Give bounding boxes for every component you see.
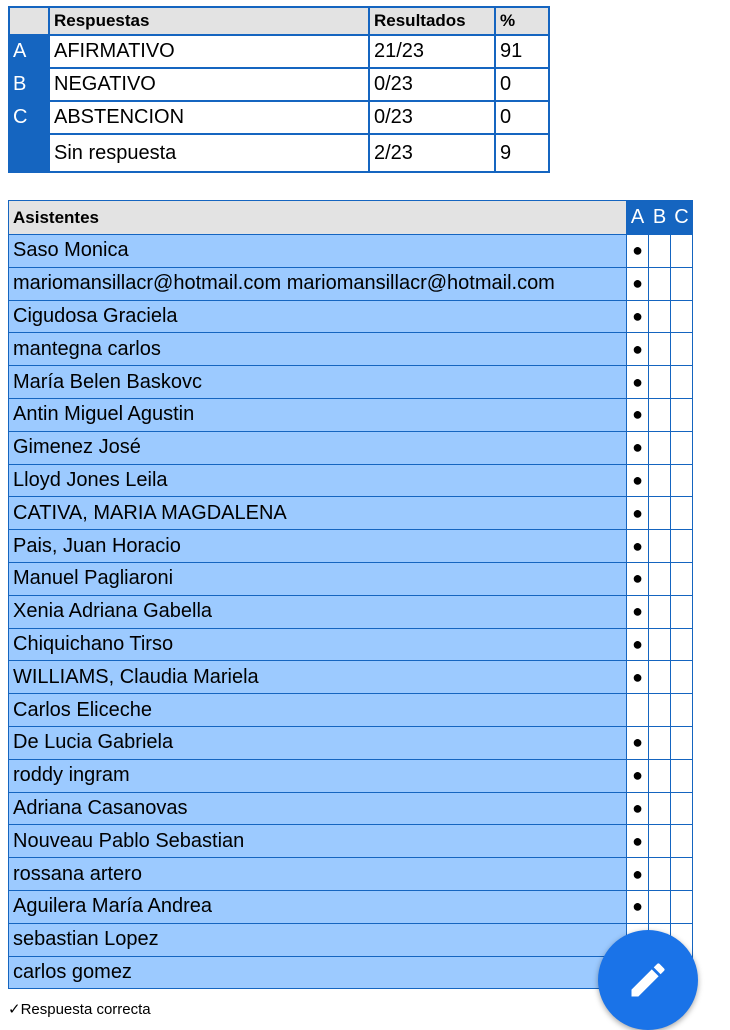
answer-mark-c: [671, 530, 693, 563]
summary-option-result: 0/23: [369, 68, 495, 101]
edit-fab-button[interactable]: [598, 930, 698, 1030]
answer-mark-b: [649, 858, 671, 891]
summary-option-pct: 91: [495, 35, 549, 68]
summary-option-letter: C: [9, 101, 49, 134]
answer-mark-a: ●: [627, 890, 649, 923]
attendees-header: Asistentes: [9, 201, 627, 235]
answer-mark-c: [671, 694, 693, 727]
attendees-table: [8, 200, 693, 989]
answer-mark-a: ●: [627, 464, 649, 497]
answer-mark-c: [671, 792, 693, 825]
answer-mark-a: ●: [627, 300, 649, 333]
attendee-row: [9, 890, 693, 923]
answer-mark-b: [649, 333, 671, 366]
answer-mark-a: ●: [627, 628, 649, 661]
attendee-name: Adriana Casanovas: [9, 792, 627, 825]
answer-mark-b: [649, 235, 671, 268]
attendee-row: [9, 628, 693, 661]
answer-mark-c: [671, 366, 693, 399]
answer-mark-a: ●: [627, 661, 649, 694]
attendee-name: roddy ingram: [9, 759, 627, 792]
summary-option-pct: 0: [495, 68, 549, 101]
answer-mark-b: [649, 562, 671, 595]
attendee-row: [9, 464, 693, 497]
attendee-row: [9, 792, 693, 825]
attendee-name: Cigudosa Graciela: [9, 300, 627, 333]
attendee-name: Lloyd Jones Leila: [9, 464, 627, 497]
answer-mark-c: [671, 890, 693, 923]
answer-mark-a: ●: [627, 267, 649, 300]
answer-mark-b: [649, 595, 671, 628]
attendee-row: [9, 858, 693, 891]
answer-mark-c: [671, 267, 693, 300]
answer-mark-a: ●: [627, 431, 649, 464]
answer-mark-c: [671, 661, 693, 694]
attendee-row: [9, 398, 693, 431]
attendee-row: [9, 956, 693, 989]
answer-mark-b: [649, 694, 671, 727]
summary-option-result: 0/23: [369, 101, 495, 134]
answer-mark-b: [649, 759, 671, 792]
answer-mark-a: ●: [627, 562, 649, 595]
attendee-row: [9, 267, 693, 300]
answer-mark-c: [671, 464, 693, 497]
summary-header-row: [9, 7, 549, 35]
answer-mark-c: [671, 333, 693, 366]
attendee-row: [9, 300, 693, 333]
answer-mark-a: ●: [627, 792, 649, 825]
summary-option-label: ABSTENCION: [49, 101, 369, 134]
answer-mark-a: ●: [627, 333, 649, 366]
answer-mark-a: ●: [627, 366, 649, 399]
answer-mark-b: [649, 497, 671, 530]
answer-mark-a: ●: [627, 398, 649, 431]
answer-mark-a: [627, 694, 649, 727]
summary-header-respuestas: Respuestas: [49, 7, 369, 35]
answer-mark-b: [649, 431, 671, 464]
answer-mark-b: [649, 267, 671, 300]
summary-option-pct: 0: [495, 101, 549, 134]
attendee-name: mariomansillacr@hotmail.com mariomansillacr@hotmail.com: [9, 267, 627, 300]
summary-header-pct: %: [495, 7, 549, 35]
summary-option-letter: [9, 134, 49, 172]
attendee-name: Chiquichano Tirso: [9, 628, 627, 661]
attendee-row: [9, 694, 693, 727]
answer-mark-c: [671, 759, 693, 792]
answer-mark-b: [649, 726, 671, 759]
answer-mark-c: [671, 497, 693, 530]
summary-row: [9, 35, 549, 68]
attendee-name: María Belen Baskovc: [9, 366, 627, 399]
answer-mark-b: [649, 300, 671, 333]
summary-option-result: 21/23: [369, 35, 495, 68]
answer-mark-c: [671, 398, 693, 431]
attendees-header-row: [9, 201, 693, 235]
attendee-name: WILLIAMS, Claudia Mariela: [9, 661, 627, 694]
attendee-name: CATIVA, MARIA MAGDALENA: [9, 497, 627, 530]
answer-mark-c: [671, 300, 693, 333]
pencil-icon: [626, 958, 670, 1002]
answer-mark-a: ●: [627, 759, 649, 792]
summary-row: [9, 134, 549, 172]
option-header-c: C: [671, 201, 693, 235]
answer-mark-c: [671, 726, 693, 759]
answer-mark-a: ●: [627, 235, 649, 268]
attendee-row: [9, 497, 693, 530]
attendee-row: [9, 825, 693, 858]
answer-mark-a: ●: [627, 530, 649, 563]
answer-mark-c: [671, 235, 693, 268]
answer-mark-c: [671, 825, 693, 858]
answer-mark-b: [649, 792, 671, 825]
summary-option-letter: B: [9, 68, 49, 101]
attendee-name: carlos gomez: [9, 956, 627, 989]
answer-mark-c: [671, 562, 693, 595]
attendee-name: Carlos Eliceche: [9, 694, 627, 727]
attendee-row: [9, 530, 693, 563]
attendee-name: Xenia Adriana Gabella: [9, 595, 627, 628]
attendee-row: [9, 366, 693, 399]
answer-mark-b: [649, 366, 671, 399]
attendee-name: sebastian Lopez: [9, 923, 627, 956]
attendee-name: mantegna carlos: [9, 333, 627, 366]
summary-option-label: AFIRMATIVO: [49, 35, 369, 68]
summary-option-label: Sin respuesta: [49, 134, 369, 172]
answer-mark-c: [671, 858, 693, 891]
answer-mark-b: [649, 825, 671, 858]
summary-row: [9, 101, 549, 134]
answer-mark-c: [671, 628, 693, 661]
answer-mark-b: [649, 628, 671, 661]
summary-option-result: 2/23: [369, 134, 495, 172]
attendee-name: Gimenez José: [9, 431, 627, 464]
answer-mark-b: [649, 398, 671, 431]
answer-mark-b: [649, 890, 671, 923]
summary-header-resultados: Resultados: [369, 7, 495, 35]
correct-answer-legend: ✓Respuesta correcta: [8, 1001, 151, 1018]
answer-mark-a: ●: [627, 497, 649, 530]
attendee-name: Manuel Pagliaroni: [9, 562, 627, 595]
answer-mark-b: [649, 464, 671, 497]
attendee-row: [9, 595, 693, 628]
results-summary-table: [8, 6, 550, 173]
answer-mark-a: ●: [627, 595, 649, 628]
attendee-name: Aguilera María Andrea: [9, 890, 627, 923]
attendee-name: Nouveau Pablo Sebastian: [9, 825, 627, 858]
answer-mark-b: [649, 530, 671, 563]
answer-mark-a: ●: [627, 858, 649, 891]
attendee-name: Pais, Juan Horacio: [9, 530, 627, 563]
attendee-name: De Lucia Gabriela: [9, 726, 627, 759]
attendee-row: [9, 431, 693, 464]
answer-mark-c: [671, 595, 693, 628]
attendee-row: [9, 333, 693, 366]
summary-option-label: NEGATIVO: [49, 68, 369, 101]
summary-row: [9, 68, 549, 101]
summary-option-pct: 9: [495, 134, 549, 172]
attendee-row: [9, 759, 693, 792]
answer-mark-b: [649, 661, 671, 694]
attendee-name: Antin Miguel Agustin: [9, 398, 627, 431]
answer-mark-c: [671, 431, 693, 464]
option-header-a: A: [627, 201, 649, 235]
attendee-row: [9, 923, 693, 956]
attendee-row: [9, 562, 693, 595]
option-header-b: B: [649, 201, 671, 235]
summary-header-corner: [9, 7, 49, 35]
attendee-row: [9, 726, 693, 759]
answer-mark-a: ●: [627, 825, 649, 858]
attendee-name: rossana artero: [9, 858, 627, 891]
attendee-row: [9, 235, 693, 268]
attendee-name: Saso Monica: [9, 235, 627, 268]
answer-mark-a: ●: [627, 726, 649, 759]
summary-option-letter: A: [9, 35, 49, 68]
attendee-row: [9, 661, 693, 694]
